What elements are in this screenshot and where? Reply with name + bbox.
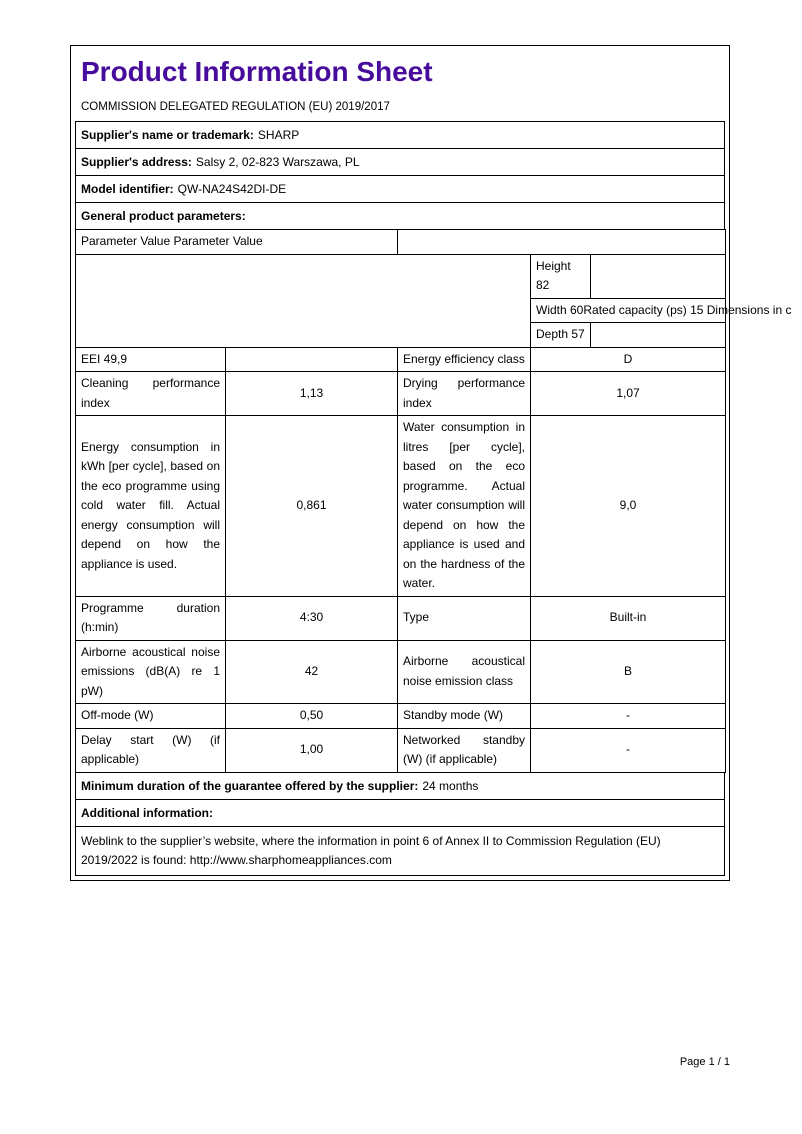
param-left-label: Delay start (W) (if applicable) — [76, 728, 226, 772]
dimensions-left-empty-cell — [76, 254, 531, 347]
param-right-value: D — [531, 347, 726, 372]
weblink-row — [75, 826, 725, 876]
page-footer: Page 1 / 1 — [679, 1056, 730, 1068]
supplier-name-label: Supplier's name or trademark: — [81, 128, 254, 142]
additional-information-row — [75, 799, 725, 827]
dimensions-row-height — [76, 254, 726, 298]
param-left-value: 0,50 — [226, 704, 398, 729]
param-right-label: Networked standby (W) (if applicable) — [398, 728, 531, 772]
param-right-label: Standby mode (W) — [398, 704, 531, 729]
param-right-value: Built-in — [531, 596, 726, 640]
supplier-address-label: Supplier's address: — [81, 155, 192, 169]
guarantee-row — [75, 772, 725, 800]
model-identifier-value: QW-NA24S42DI-DE — [177, 182, 287, 196]
supplier-address-row — [75, 148, 725, 176]
product-information-sheet — [70, 45, 792, 881]
dimension-width-cell — [531, 298, 792, 323]
dimension-height-cell: Height 82 — [531, 254, 591, 298]
guarantee-value: 24 months — [422, 778, 479, 793]
supplier-address-value: Salsy 2, 02-823 Warszawa, PL — [195, 155, 360, 169]
model-identifier-label: Model identifier: — [81, 182, 174, 196]
page-title: Product Information Sheet — [81, 56, 433, 87]
param-left-label: Cleaning performance index — [76, 372, 226, 416]
dimension-depth-cell: Depth 57 — [531, 323, 591, 348]
weblink-url[interactable]: http://www.sharphomeappliances.com — [189, 852, 392, 867]
param-row-offmode — [76, 704, 726, 729]
parameters-table-header-row — [76, 230, 726, 255]
param-left-value: 42 — [226, 640, 398, 704]
general-parameters-section-row — [75, 202, 725, 230]
param-left-label: Programme duration (h:min) — [76, 596, 226, 640]
param-right-value: B — [531, 640, 726, 704]
param-row-cleaning — [76, 372, 726, 416]
param-right-value: 1,07 — [531, 372, 726, 416]
guarantee-label: Minimum duration of the guarantee offered by the supplier: — [81, 778, 419, 793]
param-row-energy-water — [76, 416, 726, 597]
parameters-table-header-empty — [398, 230, 726, 255]
title-block — [75, 50, 725, 122]
param-right-value: - — [531, 728, 726, 772]
param-right-label: Water consumption in litres [per cycle], based on the eco programme. Actual water consumption will depend on how the appliance is used and on the hardness of the water. — [398, 416, 531, 597]
supplier-name-value: SHARP — [257, 128, 300, 142]
param-right-label: Type — [398, 596, 531, 640]
dimension-width-overflow-text: Width 60Rated capacity (ps) 15 Dimensions in c — [536, 302, 792, 317]
param-left-label: EEI 49,9 — [76, 347, 226, 372]
param-left-value: 1,13 — [226, 372, 398, 416]
param-left-label: Airborne acoustical noise emissions (dB(A) re 1 pW) — [76, 640, 226, 704]
weblink-text: Weblink to the supplier’s website, where the information in point 6 of Annex II to Commission Regulation (EU) 2019/2022 is found: — [81, 833, 661, 867]
param-right-value: - — [531, 704, 726, 729]
param-left-label: Off-mode (W) — [76, 704, 226, 729]
param-left-label: Energy consumption in kWh [per cycle], based on the eco programme using cold water fill. Actual energy consumption will depend on how the appliance is used. — [76, 416, 226, 597]
param-left-value: 0,861 — [226, 416, 398, 597]
general-parameters-section-title: General product parameters: — [81, 209, 246, 223]
param-left-value: 1,00 — [226, 728, 398, 772]
parameters-table — [75, 229, 792, 773]
dimension-depth-empty-cell — [591, 323, 726, 348]
parameters-table-header: Parameter Value Parameter Value — [76, 230, 398, 255]
dimension-height-empty-cell — [591, 254, 726, 298]
param-row-duration-type — [76, 596, 726, 640]
param-left-value — [226, 347, 398, 372]
param-row-delay-start — [76, 728, 726, 772]
param-left-value: 4:30 — [226, 596, 398, 640]
param-row-eei — [76, 347, 726, 372]
param-right-label: Airborne acoustical noise emission class — [398, 640, 531, 704]
param-right-label: Drying performance index — [398, 372, 531, 416]
param-right-label: Energy efficiency class — [398, 347, 531, 372]
param-right-value: 9,0 — [531, 416, 726, 597]
param-row-noise — [76, 640, 726, 704]
regulation-subtitle: COMMISSION DELEGATED REGULATION (EU) 2019/2017 — [81, 101, 390, 113]
model-identifier-row — [75, 175, 725, 203]
additional-information-label: Additional information: — [81, 805, 213, 820]
supplier-name-row — [75, 121, 725, 149]
